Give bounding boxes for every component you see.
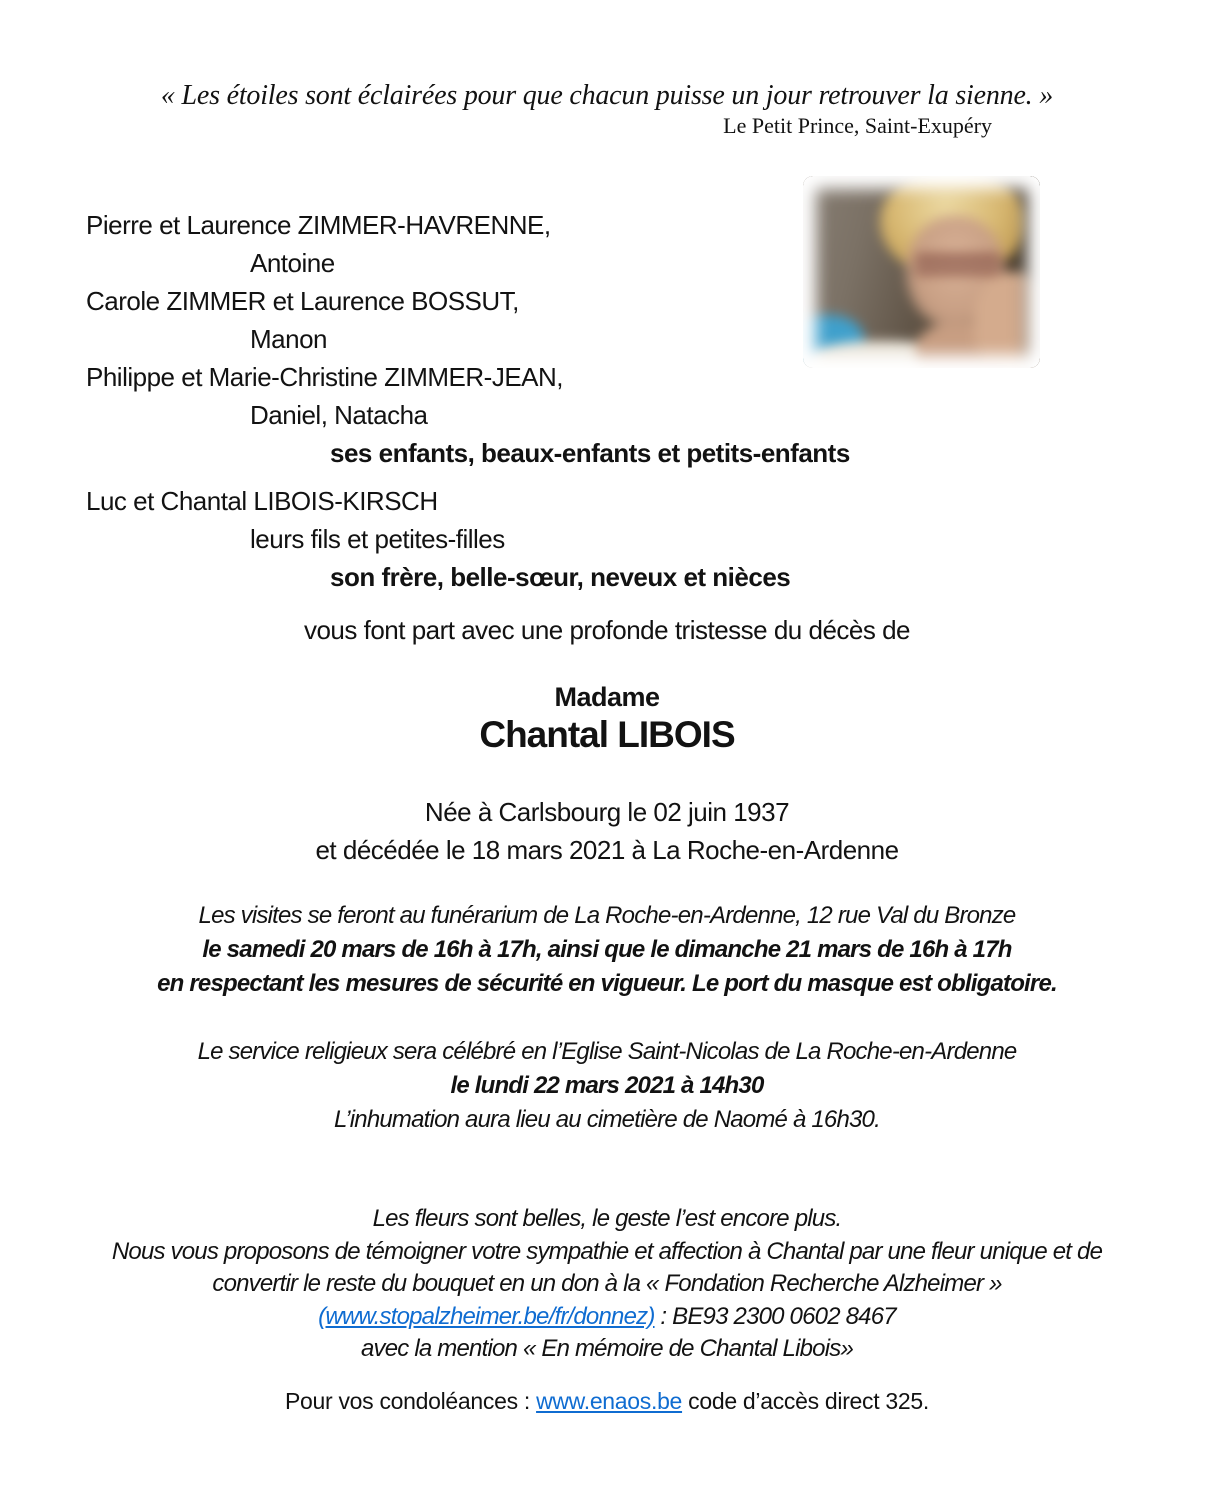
brother-family-block bbox=[86, 482, 790, 596]
donation-account-number: : BE93 2300 0602 8467 bbox=[654, 1302, 896, 1330]
photo-neck bbox=[916, 324, 1000, 368]
photo-hand bbox=[974, 272, 1040, 368]
service-line: Le service religieux sera célébré en l’Eglise Saint-Nicolas de La Roche-en-Ardenne bbox=[197, 1038, 1017, 1065]
flowers-line: Nous vous proposons de témoigner votre sympathie et affection à Chantal par une fleur unique et de bbox=[111, 1237, 1103, 1265]
opening-quote: « Les étoiles sont éclairées pour que chacun puisse un jour retrouver la sienne. » bbox=[160, 80, 1054, 111]
condolences-suffix: code d’accès direct 325. bbox=[682, 1388, 929, 1414]
death-line: et décédée le 18 mars 2021 à La Roche-en-Ardenne bbox=[315, 835, 899, 865]
family-line: Manon bbox=[250, 324, 327, 354]
condolences-prefix: Pour vos condoléances : bbox=[284, 1388, 537, 1414]
donation-line bbox=[0, 1301, 1214, 1334]
stopalzheimer-link[interactable]: (www.stopalzheimer.be/fr/donnez) bbox=[318, 1302, 655, 1330]
family-relation-label: son frère, belle-sœur, neveux et nièces bbox=[330, 562, 791, 592]
quote-attribution: Le Petit Prince, Saint-Exupéry bbox=[723, 113, 992, 138]
visits-mask-line: en respectant les mesures de sécurité en vigueur. Le port du masque est obligatoire. bbox=[157, 970, 1057, 997]
visits-line: Les visites se feront au funérarium de La Roche-en-Ardenne, 12 rue Val du Bronze bbox=[198, 902, 1016, 929]
photo-blonde-hair bbox=[880, 176, 1026, 278]
deceased-title: Madame bbox=[554, 682, 660, 712]
flowers-line: convertir le reste du bouquet en un don à la « Fondation Recherche Alzheimer » bbox=[212, 1270, 1002, 1297]
family-line: Daniel, Natacha bbox=[250, 400, 428, 430]
birth-line: Née à Carlsbourg le 02 juin 1937 bbox=[424, 797, 790, 827]
children-family-block bbox=[86, 206, 850, 472]
announcement-line: vous font part avec une profonde tristesse du décès de bbox=[303, 615, 911, 645]
flowers-paragraph bbox=[0, 1203, 1214, 1366]
photo-glasses bbox=[914, 255, 1003, 274]
family-relation-label: ses enfants, beaux-enfants et petits-enfants bbox=[330, 438, 850, 468]
visits-paragraph bbox=[0, 899, 1214, 1001]
deceased-name: Chantal LIBOIS bbox=[479, 714, 735, 755]
condolences-line bbox=[0, 1388, 1214, 1415]
family-line: Philippe et Marie-Christine ZIMMER-JEAN, bbox=[86, 362, 564, 392]
photo-right-shadow bbox=[1015, 176, 1040, 368]
photo-face bbox=[906, 216, 1005, 328]
family-line: Luc et Chantal LIBOIS-KIRSCH bbox=[86, 486, 438, 516]
family-line: Carole ZIMMER et Laurence BOSSUT, bbox=[86, 286, 519, 316]
flowers-line: Les fleurs sont belles, le geste l’est encore plus. bbox=[372, 1205, 842, 1232]
family-line: Antoine bbox=[250, 248, 335, 278]
family-line: leurs fils et petites-filles bbox=[250, 524, 505, 554]
enaos-link[interactable]: www.enaos.be bbox=[536, 1388, 683, 1414]
visits-schedule-line: le samedi 20 mars de 16h à 17h, ainsi que le dimanche 21 mars de 16h à 17h bbox=[202, 936, 1012, 963]
service-date-line: le lundi 22 mars 2021 à 14h30 bbox=[450, 1072, 764, 1099]
mention-line: avec la mention « En mémoire de Chantal Libois» bbox=[360, 1335, 854, 1362]
service-paragraph bbox=[0, 1035, 1214, 1137]
burial-line: L’inhumation aura lieu au cimetière de Naomé à 16h30. bbox=[334, 1106, 880, 1133]
family-line: Pierre et Laurence ZIMMER-HAVRENNE, bbox=[86, 210, 551, 240]
